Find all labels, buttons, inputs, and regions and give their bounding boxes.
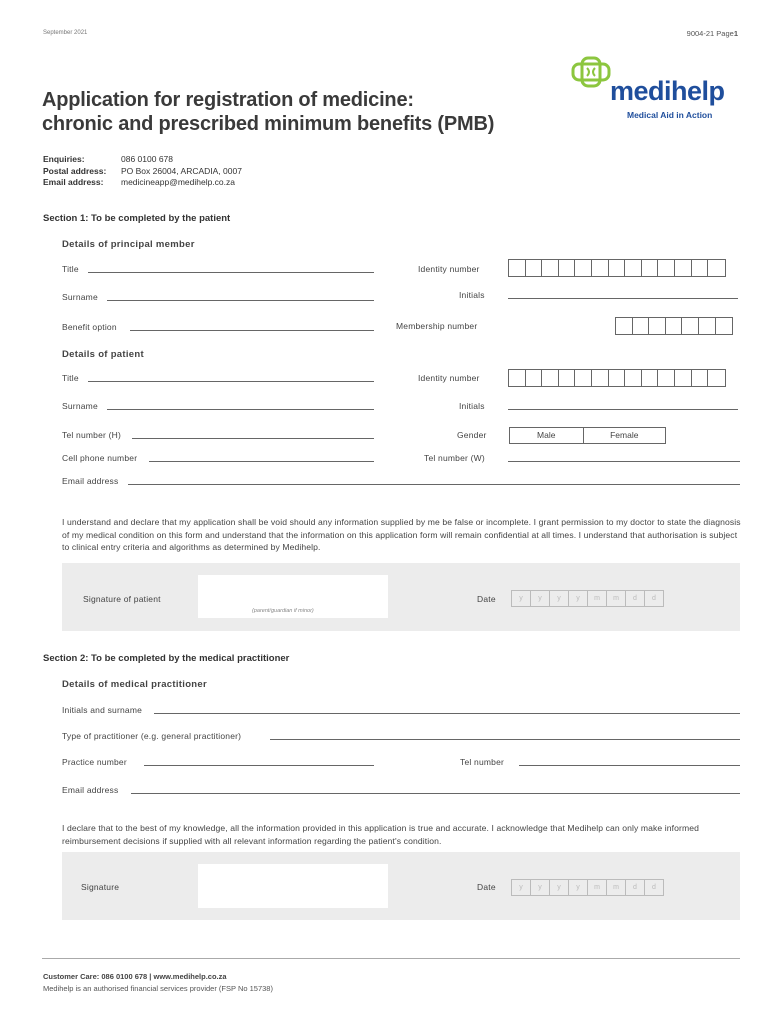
benefit-option-label: Benefit option bbox=[62, 322, 117, 332]
patient-date-boxes[interactable]: y y y y m m d d bbox=[511, 590, 664, 607]
tel-work-field[interactable] bbox=[508, 461, 740, 462]
practitioner-tel-label: Tel number bbox=[460, 757, 505, 767]
enquiries-label: Enquiries: bbox=[43, 154, 85, 164]
section-2-heading: Section 2: To be completed by the medical practitioner bbox=[43, 653, 290, 664]
page-number: 1 bbox=[733, 29, 738, 38]
patient-title-label: Title bbox=[62, 373, 79, 383]
patient-surname-field[interactable] bbox=[107, 409, 374, 410]
email-label: Email address: bbox=[43, 177, 104, 187]
patient-initials-field[interactable] bbox=[508, 409, 738, 410]
footer-customer-care: Customer Care: 086 0100 678 | www.medihelp.co.za bbox=[43, 972, 227, 981]
membership-number-boxes[interactable] bbox=[615, 317, 733, 335]
section-1-heading: Section 1: To be completed by the patient bbox=[43, 213, 231, 224]
practitioner-date-label: Date bbox=[477, 882, 496, 892]
practitioner-email-field[interactable] bbox=[131, 793, 740, 794]
initials-surname-field[interactable] bbox=[154, 713, 740, 714]
cross-logo-icon bbox=[570, 56, 612, 88]
contact-block bbox=[43, 154, 242, 189]
principal-member-heading: Details of principal member bbox=[62, 239, 195, 250]
medihelp-logo bbox=[570, 56, 740, 122]
logo-tagline: Medical Aid in Action bbox=[627, 110, 713, 120]
patient-date-label: Date bbox=[477, 594, 496, 604]
postal-value: PO Box 26004, ARCADIA, 0007 bbox=[121, 165, 242, 176]
tel-home-label: Tel number (H) bbox=[62, 430, 122, 440]
postal-label: Postal address: bbox=[43, 165, 107, 176]
patient-title-field[interactable] bbox=[88, 381, 374, 382]
page-indicator bbox=[687, 29, 738, 38]
footer-divider bbox=[42, 958, 740, 959]
gender-male-option[interactable]: Male bbox=[510, 428, 584, 443]
principal-initials-label: Initials bbox=[459, 290, 485, 300]
cell-phone-label: Cell phone number bbox=[62, 453, 138, 463]
practice-number-label: Practice number bbox=[62, 757, 127, 767]
principal-identity-boxes[interactable] bbox=[508, 259, 726, 277]
practitioner-type-label: Type of practitioner (e.g. general practitioner) bbox=[62, 731, 242, 741]
tel-home-field[interactable] bbox=[132, 438, 374, 439]
patient-email-label: Email address bbox=[62, 476, 119, 486]
practitioner-type-field[interactable] bbox=[270, 739, 740, 740]
principal-identity-label: Identity number bbox=[418, 264, 480, 274]
principal-title-field[interactable] bbox=[88, 272, 374, 273]
page-title-line-1: Application for registration of medicine: bbox=[42, 89, 414, 111]
gender-label: Gender bbox=[457, 430, 487, 440]
initials-surname-label: Initials and surname bbox=[62, 705, 143, 715]
practitioner-tel-field[interactable] bbox=[519, 765, 740, 766]
patient-identity-label: Identity number bbox=[418, 373, 480, 383]
patient-surname-label: Surname bbox=[62, 401, 98, 411]
form-code: 9004-21 bbox=[686, 29, 715, 38]
practitioner-signature-label: Signature bbox=[81, 882, 120, 892]
membership-number-label: Membership number bbox=[396, 321, 478, 331]
header-date: September 2021 bbox=[43, 30, 88, 36]
email-value: medicineapp@medihelp.co.za bbox=[121, 177, 235, 187]
practice-number-field[interactable] bbox=[144, 765, 374, 766]
page-title-line-2: chronic and prescribed minimum benefits (PMB) bbox=[42, 113, 495, 135]
cell-phone-field[interactable] bbox=[149, 461, 374, 462]
patient-email-field[interactable] bbox=[128, 484, 740, 485]
patient-initials-label: Initials bbox=[459, 401, 485, 411]
enquiries-value: 086 0100 678 bbox=[121, 154, 173, 164]
page-label: Page bbox=[716, 29, 734, 38]
signature-note: (parent/guardian if minor) bbox=[252, 608, 314, 614]
practitioner-heading: Details of medical practitioner bbox=[62, 679, 207, 690]
patient-signature-label: Signature of patient bbox=[83, 594, 161, 604]
benefit-option-field[interactable] bbox=[130, 330, 374, 331]
patient-declaration: I understand and declare that my application shall be void should any information supplied by me be false or incomplete. I grant permission to my doctor to state the diagnosis of my medical condition on this form and understand that the information on this application form will remain confidential at all times. I understand that authorisation is subject to clinical entry criteria and algorithms as determined by Medihelp. bbox=[62, 517, 741, 552]
practitioner-signature-box[interactable] bbox=[198, 864, 388, 908]
practitioner-date-boxes[interactable]: y y y y m m d d bbox=[511, 879, 664, 896]
patient-heading: Details of patient bbox=[62, 349, 144, 360]
footer-fsp: Medihelp is an authorised financial services provider (FSP No 15738) bbox=[43, 984, 273, 993]
gender-female-option[interactable]: Female bbox=[610, 430, 639, 440]
principal-surname-field[interactable] bbox=[107, 300, 374, 301]
practitioner-declaration: I declare that to the best of my knowledge, all the information provided in this application is true and accurate. I acknowledge that Medihelp can only make informed reimbursement decisions if supplied with all relevant information regarding the patient's condition. bbox=[62, 823, 700, 846]
principal-title-label: Title bbox=[62, 264, 79, 274]
gender-selector bbox=[509, 427, 666, 444]
principal-initials-field[interactable] bbox=[508, 298, 738, 299]
patient-identity-boxes[interactable] bbox=[508, 369, 726, 387]
tel-work-label: Tel number (W) bbox=[424, 453, 485, 463]
logo-wordmark: medihelp bbox=[610, 76, 725, 106]
practitioner-email-label: Email address bbox=[62, 785, 119, 795]
principal-surname-label: Surname bbox=[62, 292, 98, 302]
